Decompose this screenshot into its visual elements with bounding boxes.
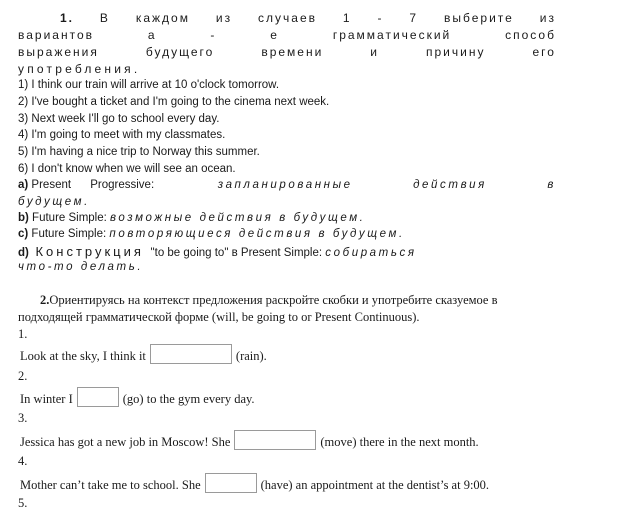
answer-input-1[interactable] xyxy=(150,344,232,364)
answer-input-3[interactable] xyxy=(234,430,316,450)
ex1-title-number: 1. xyxy=(60,11,75,25)
item-1: Look at the sky, I think it (rain). xyxy=(20,344,267,364)
answer-input-4[interactable] xyxy=(205,473,257,493)
option-c-label: c) xyxy=(18,228,29,240)
option-a-line2: будущем. xyxy=(18,196,90,208)
ex2-title-line1: 2.Ориентируясь на контекст предложения раскройте скобки и употребите сказуемое в xyxy=(40,293,498,307)
sentence-3: 3) Next week I'll go to school every day. xyxy=(18,113,220,125)
option-d-label: d) xyxy=(18,247,29,259)
item-4: Mother can’t take me to school. She (have) an appointment at the dentist’s at 9:00. xyxy=(20,473,489,493)
ex2-title-number: 2. xyxy=(40,293,50,307)
option-d-line2: что-то делать. xyxy=(18,261,144,273)
option-a: a) Present Progressive: запланированные действия в xyxy=(18,179,556,191)
item-3-number: 3. xyxy=(18,411,28,425)
item-3: Jessica has got a new job in Moscow! She (move) there in the next month. xyxy=(20,430,479,450)
item-2: In winter I (go) to the gym every day. xyxy=(20,387,255,407)
item-1-number: 1. xyxy=(18,327,28,341)
option-d: d) Конструкция "to be going to" в Present Simple: собираться xyxy=(18,244,417,259)
sentence-1: 1) I think our train will arrive at 10 o'clock tomorrow. xyxy=(18,79,280,91)
sentence-4: 4) I'm going to meet with my classmates. xyxy=(18,129,226,141)
sentence-2: 2) I've bought a ticket and I'm going to the cinema next week. xyxy=(18,96,330,108)
option-b-label: b) xyxy=(18,212,29,224)
option-b: b) Future Simple: возможные действия в будущем. xyxy=(18,212,366,224)
option-c: c) Future Simple: повторяющиеся действия в будущем. xyxy=(18,228,405,240)
ex1-title-line3: выражения будущего времени и причину его xyxy=(18,45,556,59)
option-a-label: a) xyxy=(18,179,29,191)
answer-input-2[interactable] xyxy=(77,387,119,407)
ex1-title-line4: употребления. xyxy=(18,62,141,76)
item-4-number: 4. xyxy=(18,454,28,468)
sentence-6: 6) I don't know when we will see an ocean. xyxy=(18,163,236,175)
ex1-title-line1: 1. В каждом из случаев 1 - 7 выберите из xyxy=(60,11,556,25)
ex1-title-line2: вариантов а - е грамматический способ xyxy=(18,28,556,42)
sentence-5: 5) I'm having a nice trip to Norway this summer. xyxy=(18,146,260,158)
ex2-title-line2: подходящей грамматической форме (will, be going to or Present Continuous). xyxy=(18,310,420,324)
item-5-number: 5. xyxy=(18,496,28,510)
item-2-number: 2. xyxy=(18,369,28,383)
